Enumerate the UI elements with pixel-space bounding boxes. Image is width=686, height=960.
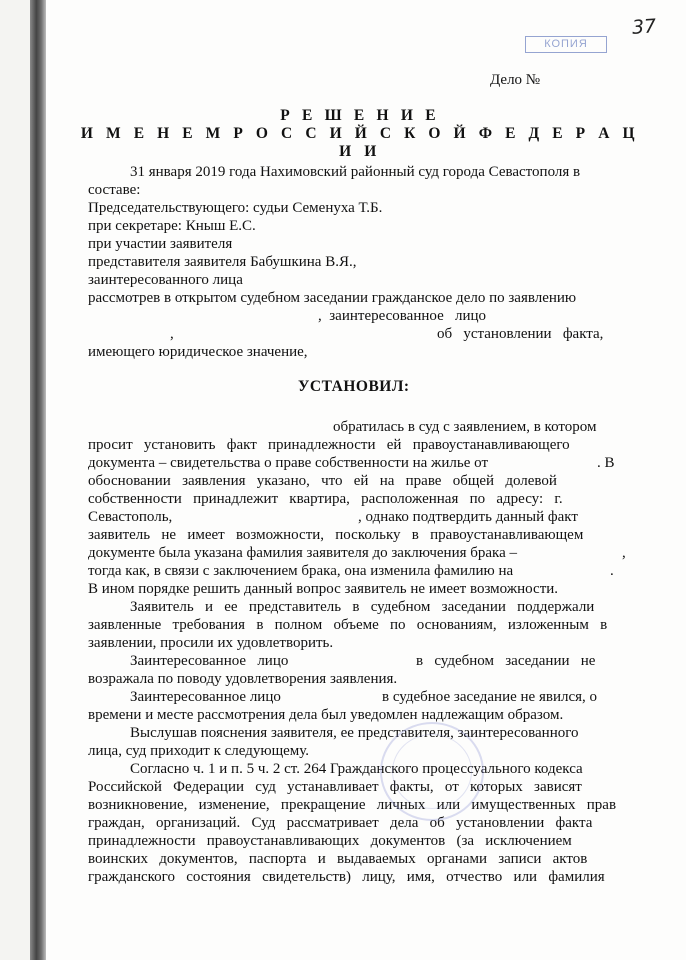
body-line: Заявитель и ее представитель в судебном заседании поддержали [130,599,595,615]
intro-line: заинтересованного лица [88,272,243,288]
body-line: Заинтересованное лицо [130,653,289,669]
case-number-label: Дело № [490,72,541,88]
intro-line: , заинтересованное лицо [318,308,487,324]
intro-line: 31 января 2019 года Нахимовский районный суд города Севастополя в [130,164,581,180]
body-line: в судебном заседании не [416,653,596,669]
body-line: . В [597,455,615,471]
scan-margin [0,0,30,960]
body-line: принадлежности правоустанавливающих документов (за исключением [88,833,572,849]
intro-line: об установлении факта, [437,326,604,342]
intro-line: имеющего юридическое значение, [88,344,308,360]
body-line: , однако подтвердить данный факт [358,509,578,525]
intro-line: при участии заявителя [88,236,233,252]
body-line: обратилась в суд с заявлением, в котором [333,419,597,435]
body-line: Согласно ч. 1 и п. 5 ч. 2 ст. 264 Гражданского процессуального кодекса [130,761,583,777]
body-line: В ином порядке решить данный вопрос заявитель не имеет возможности. [88,581,559,597]
body-line: лица, суд приходит к следующему. [88,743,310,759]
body-line: возражала по поводу удовлетворения заявления. [88,671,398,687]
court-secretary: при секретаре: Кныш Е.С. [88,218,256,234]
body-line: просит установить факт принадлежности ей правоустанавливающего [88,437,570,453]
body-line: , [622,545,626,561]
body-line: воинских документов, паспорта и выдаваемых органами записи актов [88,851,588,867]
body-line: заявленные требования в полном объеме по основаниям, изложенным в [88,617,608,633]
section-heading: УСТАНОВИЛ: [298,378,410,395]
body-line: документа – свидетельства о праве собственности на жилье от [88,455,489,471]
body-line: собственности принадлежит квартира, расположенная по адресу: г. [88,491,563,507]
copy-stamp: КОПИЯ [525,36,607,53]
handwritten-page-number: 37 [631,15,657,39]
body-line: Российской Федерации суд устанавливает факты, от которых зависят [88,779,582,795]
intro-line: , [170,326,174,342]
scan-binding-shadow [30,0,46,960]
body-line: обосновании заявления указано, что ей на праве общей долевой [88,473,557,489]
body-line: Заинтересованное лицо [130,689,281,705]
document-title: Р Е Ш Е Н И Е [280,107,440,124]
body-line: тогда как, в связи с заключением брака, она изменила фамилию на [88,563,514,579]
presiding-judge: Председательствующего: судьи Семенуха Т.Б. [88,200,383,216]
body-line: заявитель не имеет возможности, поскольку в правоустанавливающем [88,527,584,543]
intro-line: составе: [88,182,141,198]
body-line: гражданского состояния свидетельств) лицу, имя, отчество или фамилия [88,869,605,885]
body-line: Севастополь, [88,509,173,525]
body-line: возникновение, изменение, прекращение личных или имущественных прав [88,797,617,813]
body-line: граждан, организаций. Суд рассматривает дела об установлении факта [88,815,593,831]
body-line: . [610,563,614,579]
body-line: заявлении, просили их удовлетворить. [88,635,334,651]
body-line: документе была указана фамилия заявителя до заключения брака – [88,545,518,561]
body-line: времени и месте рассмотрения дела был уведомлен надлежащим образом. [88,707,564,723]
applicant-representative: представителя заявителя Бабушкина В.Я., [88,254,357,270]
document-subtitle: И М Е Н Е М Р О С С И Й С К О Й Ф Е Д Е Р А Ц И И [80,125,640,160]
body-line: в судебное заседание не явился, о [382,689,598,705]
body-line: Выслушав пояснения заявителя, ее представителя, заинтересованного [130,725,579,741]
intro-line: рассмотрев в открытом судебном заседании гражданское дело по заявлению [88,290,577,306]
